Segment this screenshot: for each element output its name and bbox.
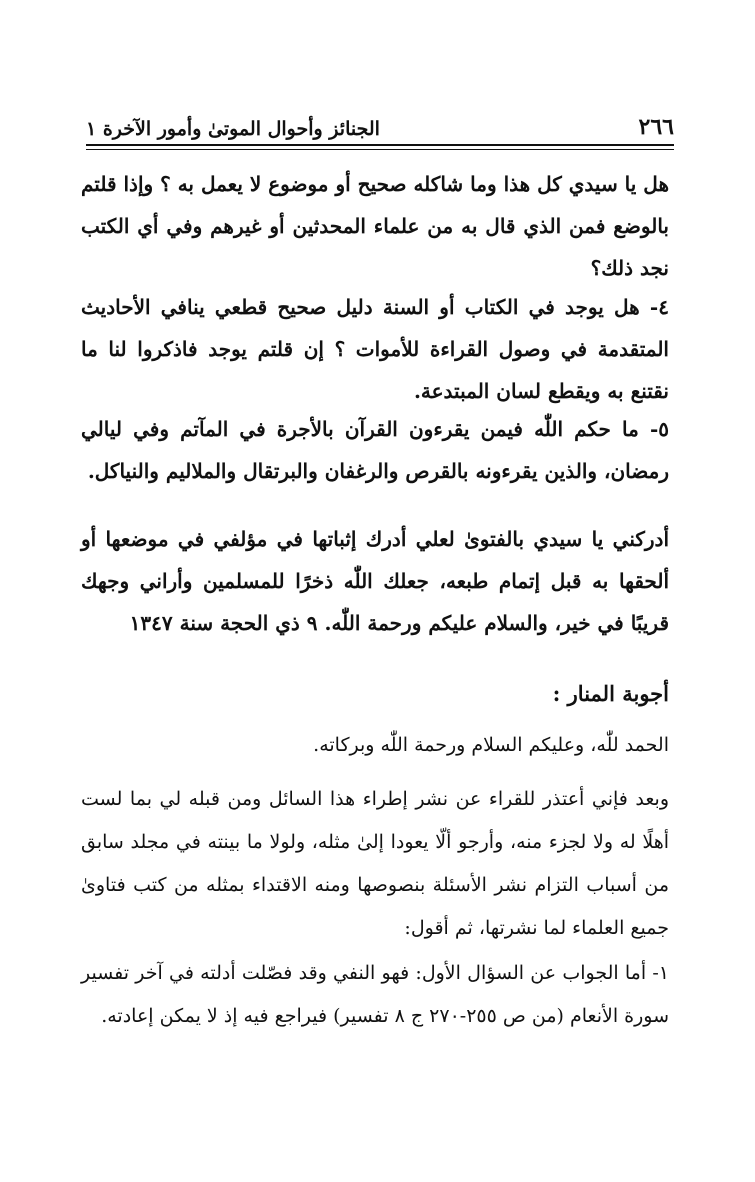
header-rule-thin bbox=[86, 149, 674, 150]
question-4-paragraph: ٤- هل يوجد في الكتاب أو السنة دليل صحيح قطعي ينافي الأحاديث المتقدمة في وصول القراءة للأموات ؟ إن قلتم يوجد فاذكروا لنا ما نقتنع به ويقطع لسان المبتدعة. bbox=[81, 295, 669, 403]
question-paragraph: هل يا سيدي كل هذا وما شاكله صحيح أو موضوع لا يعمل به ؟ وإذا قلتم بالوضع فمن الذي قال به من علماء المحدثين أو غيرهم وفي أي الكتب نجد ذلك؟ bbox=[81, 172, 669, 280]
answer-1-paragraph: ١- أما الجواب عن السؤال الأول: فهو النفي وقد فصّلت أدلته في آخر تفسير سورة الأنعام (من ص ٢٥٥-٢٧٠ ج ٨ تفسير) فيراجع فيه إذ لا يمكن إعادته. bbox=[81, 962, 669, 1027]
header-rule-thick bbox=[86, 144, 674, 146]
page-header bbox=[86, 100, 674, 140]
answer-greeting: الحمد للّٰه، وعليكم السلام ورحمة اللّٰه وبركاته. bbox=[313, 734, 669, 756]
answer-preface: وبعد فإني أعتذر للقراء عن نشر إطراء هذا السائل ومن قبله لي بما لست أهلًا له ولا لجزء منه، وأرجو ألّا يعودا إلىٰ مثله، ولولا ما بينته في مجلد سابق من أسباب التزام نشر الأسئلة بنصوصها ومنه الاقتداء بمثله من كتب فتاوىٰ جميع العلماء لما نشرتها، ثم أقول: bbox=[81, 788, 669, 939]
page-number: ٢٦٦ bbox=[638, 114, 674, 140]
closing-paragraph: أدركني يا سيدي بالفتوىٰ لعلي أدرك إثباتها في مؤلفي في موضعها أو ألحقها به قبل إتمام طبعه، جعلك اللّٰه ذخرًا للمسلمين وأراني وجهك قريبًا في خير، والسلام عليكم ورحمة اللّٰه. ٩ ذي الحجة سنة ١٣٤٧ bbox=[81, 527, 669, 635]
running-title: الجنائز وأحوال الموتىٰ وأمور الآخرة ١ bbox=[86, 118, 380, 140]
question-5-paragraph: ٥- ما حكم اللّٰه فيمن يقرءون القرآن بالأجرة في المآتم وفي ليالي رمضان، والذين يقرءونه بالقرص والرغفان والبرتقال والملاليم والنياكل. bbox=[81, 417, 669, 483]
answer-heading: أجوبة المنار : bbox=[552, 681, 669, 706]
